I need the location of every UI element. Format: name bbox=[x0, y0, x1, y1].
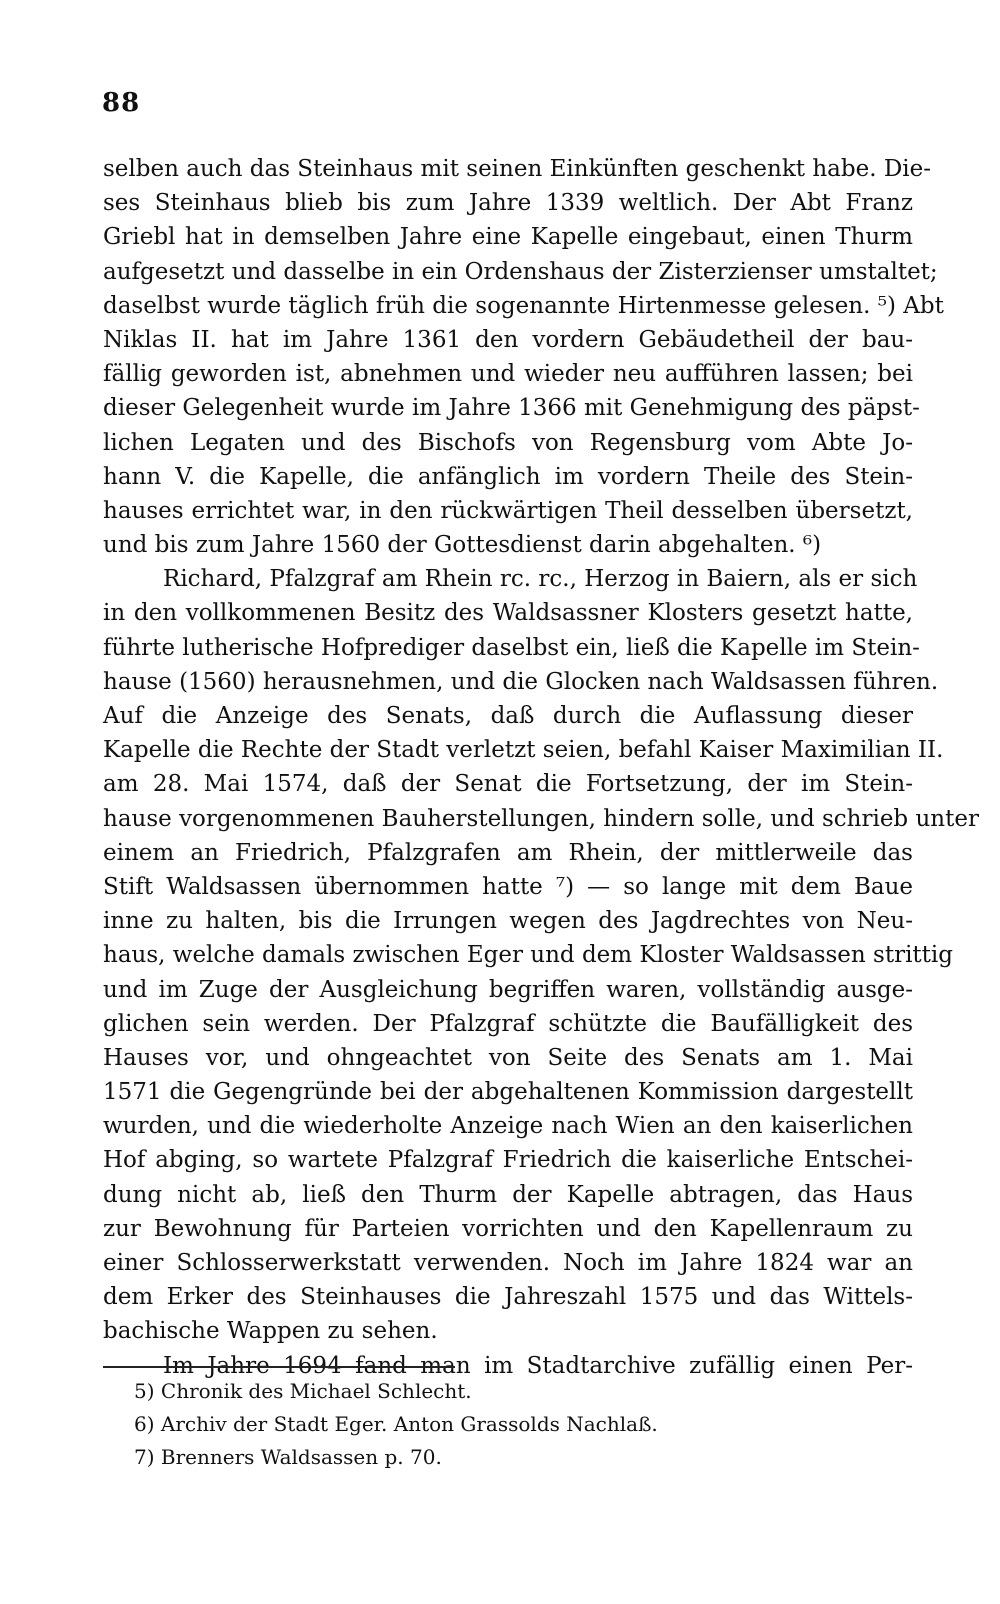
text-line: Griebl hat in demselben Jahre eine Kapelle eingebaut, einen Thurm bbox=[103, 224, 913, 251]
text-line: selben auch das Steinhaus mit seinen Einkünften geschenkt habe. Die- bbox=[103, 156, 931, 182]
text-line: hause vorgenommenen Bauherstellungen, hindern solle, und schrieb unter bbox=[103, 805, 979, 832]
text-line: Niklas II. hat im Jahre 1361 den vordern Gebäudetheil der bau- bbox=[103, 326, 913, 353]
text-line: haus, welche damals zwischen Eger und dem Kloster Waldsassen strittig bbox=[103, 942, 954, 969]
text-line: daselbst wurde täglich früh die sogenannte Hirtenmesse gelesen. ⁵) Abt bbox=[103, 292, 944, 319]
text-line: lichen Legaten und des Bischofs von Regensburg vom Abte Jo- bbox=[103, 429, 913, 456]
footnote-divider bbox=[103, 1366, 455, 1368]
text-line: dem Erker des Steinhauses die Jahreszahl 1575 und das Wittels- bbox=[103, 1284, 913, 1311]
text-line: zur Bewohnung für Parteien vorrichten und den Kapellenraum zu bbox=[103, 1215, 913, 1242]
text-line: am 28. Mai 1574, daß der Senat die Fortsetzung, der im Stein- bbox=[103, 771, 913, 798]
text-line: ses Steinhaus blieb bis zum Jahre 1339 weltlich. Der Abt Franz bbox=[103, 190, 913, 217]
text-line: und bis zum Jahre 1560 der Gottesdienst darin abgehalten. ⁶) bbox=[103, 532, 822, 559]
text-line: Stift Waldsassen übernommen hatte ⁷) — so lange mit dem Baue bbox=[103, 873, 913, 900]
text-line: hauses errichtet war, in den rückwärtigen Theil desselben übersetzt, bbox=[103, 497, 913, 524]
text-line: hann V. die Kapelle, die anfänglich im vordern Theile des Stein- bbox=[103, 463, 913, 490]
footnote: 7) Brenners Waldsassen p. 70. bbox=[134, 1445, 442, 1469]
page-number: 88 bbox=[102, 88, 141, 118]
text-line: 1571 die Gegengründe bei der abgehaltenen Kommission dargestellt bbox=[103, 1079, 913, 1106]
text-line: Kapelle die Rechte der Stadt verletzt seien, befahl Kaiser Maximilian II. bbox=[103, 737, 944, 764]
text-line: dung nicht ab, ließ den Thurm der Kapelle abtragen, das Haus bbox=[103, 1181, 913, 1208]
text-line: in den vollkommenen Besitz des Waldsassner Klosters gesetzt hatte, bbox=[103, 600, 913, 627]
text-line: hause (1560) herausnehmen, und die Glocken nach Waldsassen führen. bbox=[103, 668, 939, 695]
text-line: glichen sein werden. Der Pfalzgraf schützte die Baufälligkeit des bbox=[103, 1010, 913, 1037]
text-line: wurden, und die wiederholte Anzeige nach Wien an den kaiserlichen bbox=[103, 1113, 913, 1140]
text-line: Hof abging, so wartete Pfalzgraf Friedrich die kaiserliche Entschei- bbox=[103, 1147, 913, 1174]
text-line: führte lutherische Hofprediger daselbst ein, ließ die Kapelle im Stein- bbox=[103, 634, 920, 661]
text-line: dieser Gelegenheit wurde im Jahre 1366 mit Genehmigung des päpst- bbox=[103, 395, 920, 422]
paragraph-start-line: Im Jahre 1694 fand man im Stadtarchive zufällig einen Per- bbox=[163, 1352, 913, 1379]
text-line: einem an Friedrich, Pfalzgrafen am Rhein, der mittlerweile das bbox=[103, 839, 913, 866]
body-text bbox=[103, 152, 979, 1383]
text-line: bachische Wappen zu sehen. bbox=[103, 1318, 438, 1345]
text-line: fällig geworden ist, abnehmen und wieder neu aufführen lassen; bei bbox=[103, 361, 913, 388]
footnotes bbox=[134, 1375, 834, 1474]
text-line: Auf die Anzeige des Senats, daß durch die Auflassung dieser bbox=[103, 703, 913, 729]
footnote: 6) Archiv der Stadt Eger. Anton Grassolds Nachlaß. bbox=[134, 1412, 658, 1436]
footnote: 5) Chronik des Michael Schlecht. bbox=[134, 1379, 472, 1403]
text-line: inne zu halten, bis die Irrungen wegen des Jagdrechtes von Neu- bbox=[103, 908, 913, 935]
text-line: und im Zuge der Ausgleichung begriffen waren, vollständig ausge- bbox=[103, 976, 913, 1003]
paragraph-start-line: Richard, Pfalzgraf am Rhein rc. rc., Herzog in Baiern, als er sich bbox=[163, 566, 918, 593]
text-line: aufgesetzt und dasselbe in ein Ordenshaus der Zisterzienser umstaltet; bbox=[103, 258, 938, 285]
text-line: Hauses vor, und ohngeachtet von Seite des Senats am 1. Mai bbox=[103, 1044, 913, 1071]
text-line: einer Schlosserwerkstatt verwenden. Noch im Jahre 1824 war an bbox=[103, 1250, 913, 1276]
